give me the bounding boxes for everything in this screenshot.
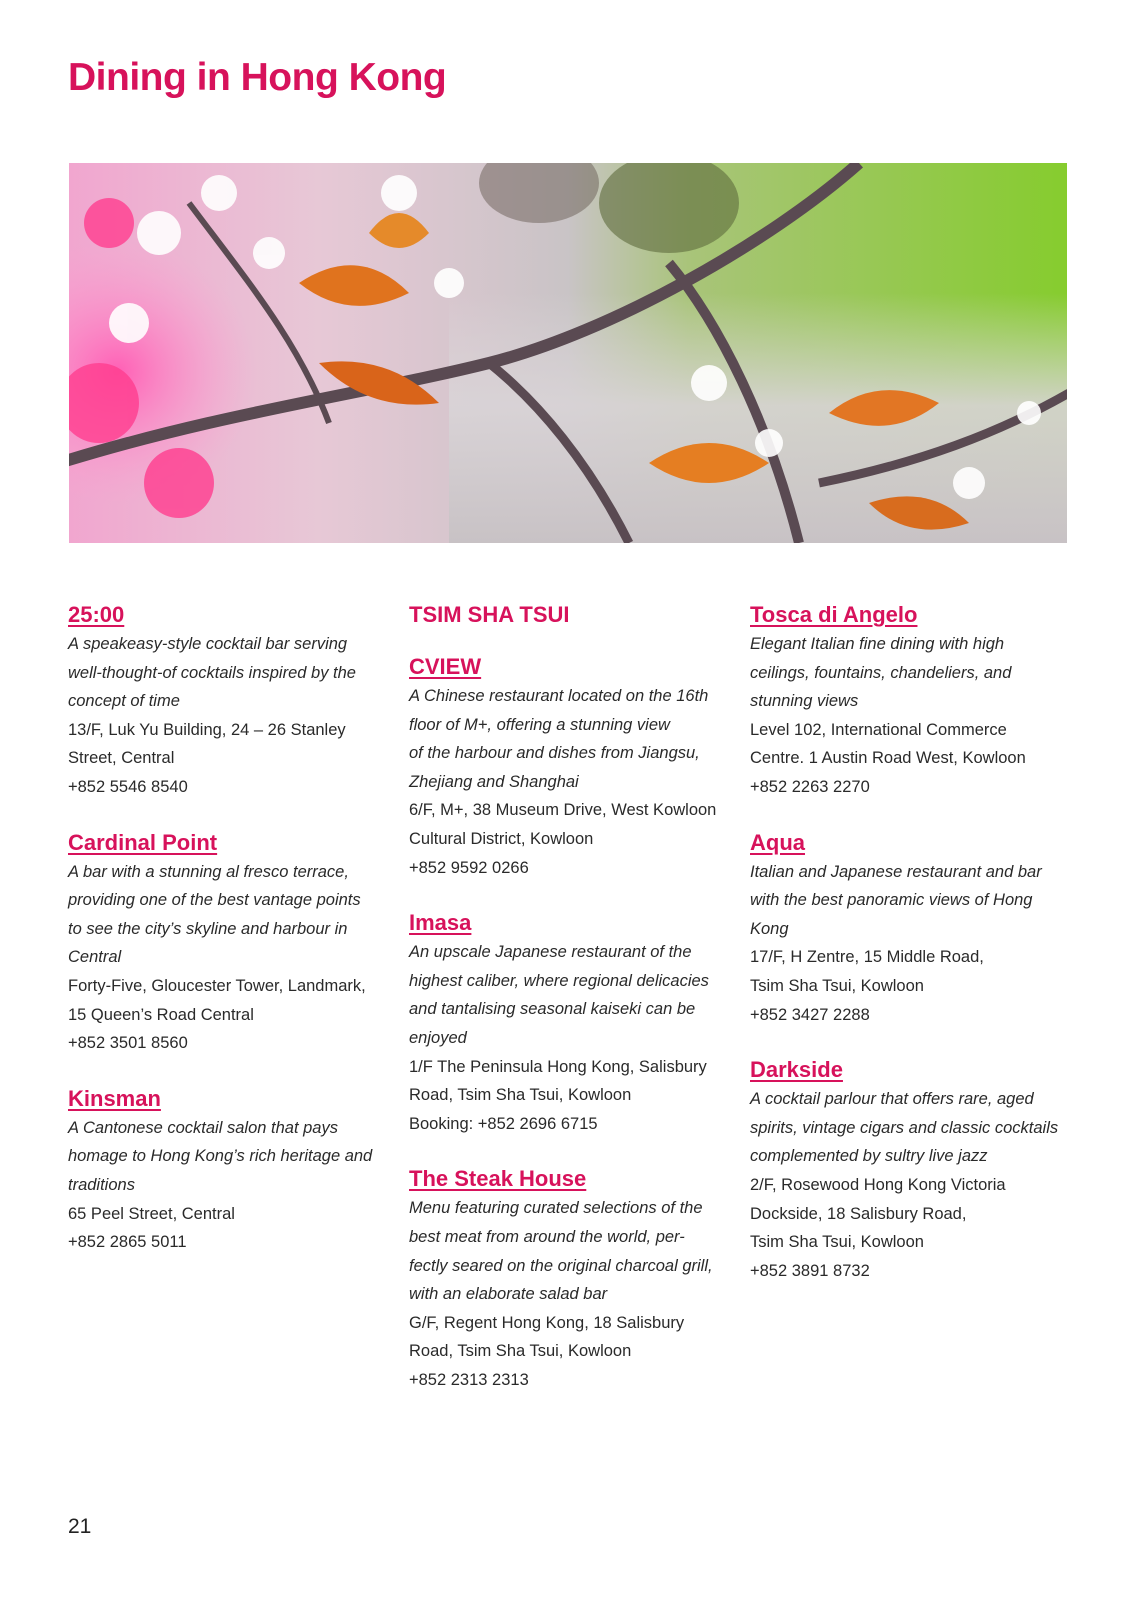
address-line: Tsim Sha Tsui, Kowloon xyxy=(750,976,924,995)
address-line: 6/F, M+, 38 Museum Drive, West Kowloon xyxy=(409,801,717,820)
restaurant-description xyxy=(750,630,1070,716)
address-line: Cultural District, Kowloon xyxy=(409,829,594,848)
description-line: with the best panoramic views of Hong xyxy=(750,891,1033,910)
restaurant-entry xyxy=(409,652,729,882)
phone-number: +852 2263 2270 xyxy=(750,777,870,796)
restaurant-description xyxy=(68,1114,388,1200)
restaurant-description xyxy=(68,630,388,716)
phone-number: +852 9592 0266 xyxy=(409,858,529,877)
address-line: Centre. 1 Austin Road West, Kowloon xyxy=(750,749,1026,768)
restaurant-description xyxy=(68,858,388,972)
district-heading: TSIM SHA TSUI xyxy=(409,602,570,627)
address-line: 17/F, H Zentre, 15 Middle Road, xyxy=(750,948,984,967)
address-line: Road, Tsim Sha Tsui, Kowloon xyxy=(409,1086,632,1105)
description-line: An upscale Japanese restaurant of the xyxy=(409,943,692,962)
description-line: Kong xyxy=(750,919,789,938)
restaurant-entry xyxy=(68,828,388,1058)
restaurant-name-link[interactable]: The Steak House xyxy=(409,1166,587,1192)
restaurant-description xyxy=(750,858,1070,944)
description-line: fectly seared on the original charcoal grill, xyxy=(409,1256,713,1275)
description-line: and tantalising seasonal kaiseki can be xyxy=(409,1000,696,1019)
phone-number: +852 2865 5011 xyxy=(68,1233,187,1252)
address-line: 2/F, Rosewood Hong Kong Victoria xyxy=(750,1175,1006,1194)
phone-number: Booking: +852 2696 6715 xyxy=(409,1114,598,1133)
address-line: Street, Central xyxy=(68,749,175,768)
address-line: 65 Peel Street, Central xyxy=(68,1204,235,1223)
hero-image xyxy=(69,163,1067,543)
restaurant-entry xyxy=(750,600,1070,802)
restaurant-name-link[interactable]: Aqua xyxy=(750,829,805,855)
description-line: Zhejiang and Shanghai xyxy=(409,772,579,791)
column-3 xyxy=(750,600,1070,1311)
restaurant-description xyxy=(409,682,729,796)
restaurant-info xyxy=(68,716,388,802)
description-line: enjoyed xyxy=(409,1028,467,1047)
restaurant-name-link[interactable]: Cardinal Point xyxy=(68,829,218,855)
restaurant-info xyxy=(68,1200,388,1257)
restaurant-name-link[interactable]: Kinsman xyxy=(68,1085,161,1111)
restaurant-info xyxy=(409,796,729,882)
restaurant-name-link[interactable]: Tosca di Angelo xyxy=(750,602,918,627)
address-line: Level 102, International Commerce xyxy=(750,720,1007,739)
restaurant-description xyxy=(409,938,729,1052)
phone-number: +852 3501 8560 xyxy=(68,1034,188,1053)
restaurant-info xyxy=(409,1053,729,1139)
restaurant-name-link[interactable]: Imasa xyxy=(409,910,472,936)
description-line: ceilings, fountains, chandeliers, and xyxy=(750,663,1012,682)
description-line: stunning views xyxy=(750,692,859,711)
description-line: Central xyxy=(68,948,122,967)
address-line: Forty-Five, Gloucester Tower, Landmark, xyxy=(68,976,366,995)
description-line: Menu featuring curated selections of the xyxy=(409,1199,703,1218)
restaurant-entry xyxy=(68,600,388,802)
restaurant-entry xyxy=(409,908,729,1138)
description-line: providing one of the best vantage points xyxy=(68,891,361,910)
restaurant-name-link[interactable]: Darkside xyxy=(750,1057,843,1083)
column-1 xyxy=(68,600,388,1283)
description-line: concept of time xyxy=(68,692,180,711)
restaurant-entry xyxy=(409,1164,729,1394)
description-line: spirits, vintage cigars and classic cocktails xyxy=(750,1118,1059,1137)
phone-number: +852 3427 2288 xyxy=(750,1005,870,1024)
address-line: 1/F The Peninsula Hong Kong, Salisbury xyxy=(409,1057,707,1076)
column-2 xyxy=(409,600,729,1420)
restaurant-info xyxy=(409,1309,729,1395)
restaurant-name-link[interactable]: 25:00 xyxy=(68,602,125,627)
description-line: floor of M+, offering a stunning view xyxy=(409,715,670,734)
restaurant-name-link[interactable]: CVIEW xyxy=(409,654,482,679)
restaurant-entry xyxy=(750,828,1070,1030)
description-line: with an elaborate salad bar xyxy=(409,1285,608,1304)
restaurant-info xyxy=(750,716,1070,802)
restaurant-info xyxy=(68,972,388,1058)
restaurant-entry xyxy=(68,1084,388,1257)
restaurant-info xyxy=(750,1171,1070,1285)
address-line: Road, Tsim Sha Tsui, Kowloon xyxy=(409,1342,632,1361)
phone-number: +852 2313 2313 xyxy=(409,1370,529,1389)
description-line: to see the city’s skyline and harbour in xyxy=(68,919,348,938)
page-title: Dining in Hong Kong xyxy=(68,56,447,99)
phone-number: +852 5546 8540 xyxy=(68,777,188,796)
description-line: traditions xyxy=(68,1175,135,1194)
description-line: well-thought-of cocktails inspired by the xyxy=(68,663,356,682)
restaurant-entry xyxy=(750,1055,1070,1285)
restaurant-description xyxy=(409,1194,729,1308)
cherry-blossom-photo xyxy=(69,163,1067,543)
description-line: homage to Hong Kong’s rich heritage and xyxy=(68,1147,373,1166)
address-line: G/F, Regent Hong Kong, 18 Salisbury xyxy=(409,1313,685,1332)
address-line: Tsim Sha Tsui, Kowloon xyxy=(750,1233,924,1252)
description-line: of the harbour and dishes from Jiangsu, xyxy=(409,744,700,763)
address-line: Dockside, 18 Salisbury Road, xyxy=(750,1204,967,1223)
description-line: Elegant Italian fine dining with high xyxy=(750,635,1005,653)
description-line: A bar with a stunning al fresco terrace, xyxy=(68,862,349,881)
description-line: complemented by sultry live jazz xyxy=(750,1147,988,1166)
address-line: 15 Queen’s Road Central xyxy=(68,1005,254,1024)
restaurant-description xyxy=(750,1085,1070,1171)
description-line: Italian and Japanese restaurant and bar xyxy=(750,862,1042,881)
phone-number: +852 3891 8732 xyxy=(750,1261,870,1280)
restaurant-info xyxy=(750,943,1070,1029)
description-line: highest caliber, where regional delicacies xyxy=(409,971,709,990)
address-line: 13/F, Luk Yu Building, 24 – 26 Stanley xyxy=(68,720,346,739)
description-line: A Cantonese cocktail salon that pays xyxy=(68,1118,338,1137)
description-line: best meat from around the world, per- xyxy=(409,1227,685,1246)
description-line: A speakeasy-style cocktail bar serving xyxy=(68,635,348,653)
description-line: A cocktail parlour that offers rare, aged xyxy=(750,1090,1034,1109)
description-line: A Chinese restaurant located on the 16th xyxy=(409,687,709,705)
page-number: 21 xyxy=(68,1515,92,1538)
